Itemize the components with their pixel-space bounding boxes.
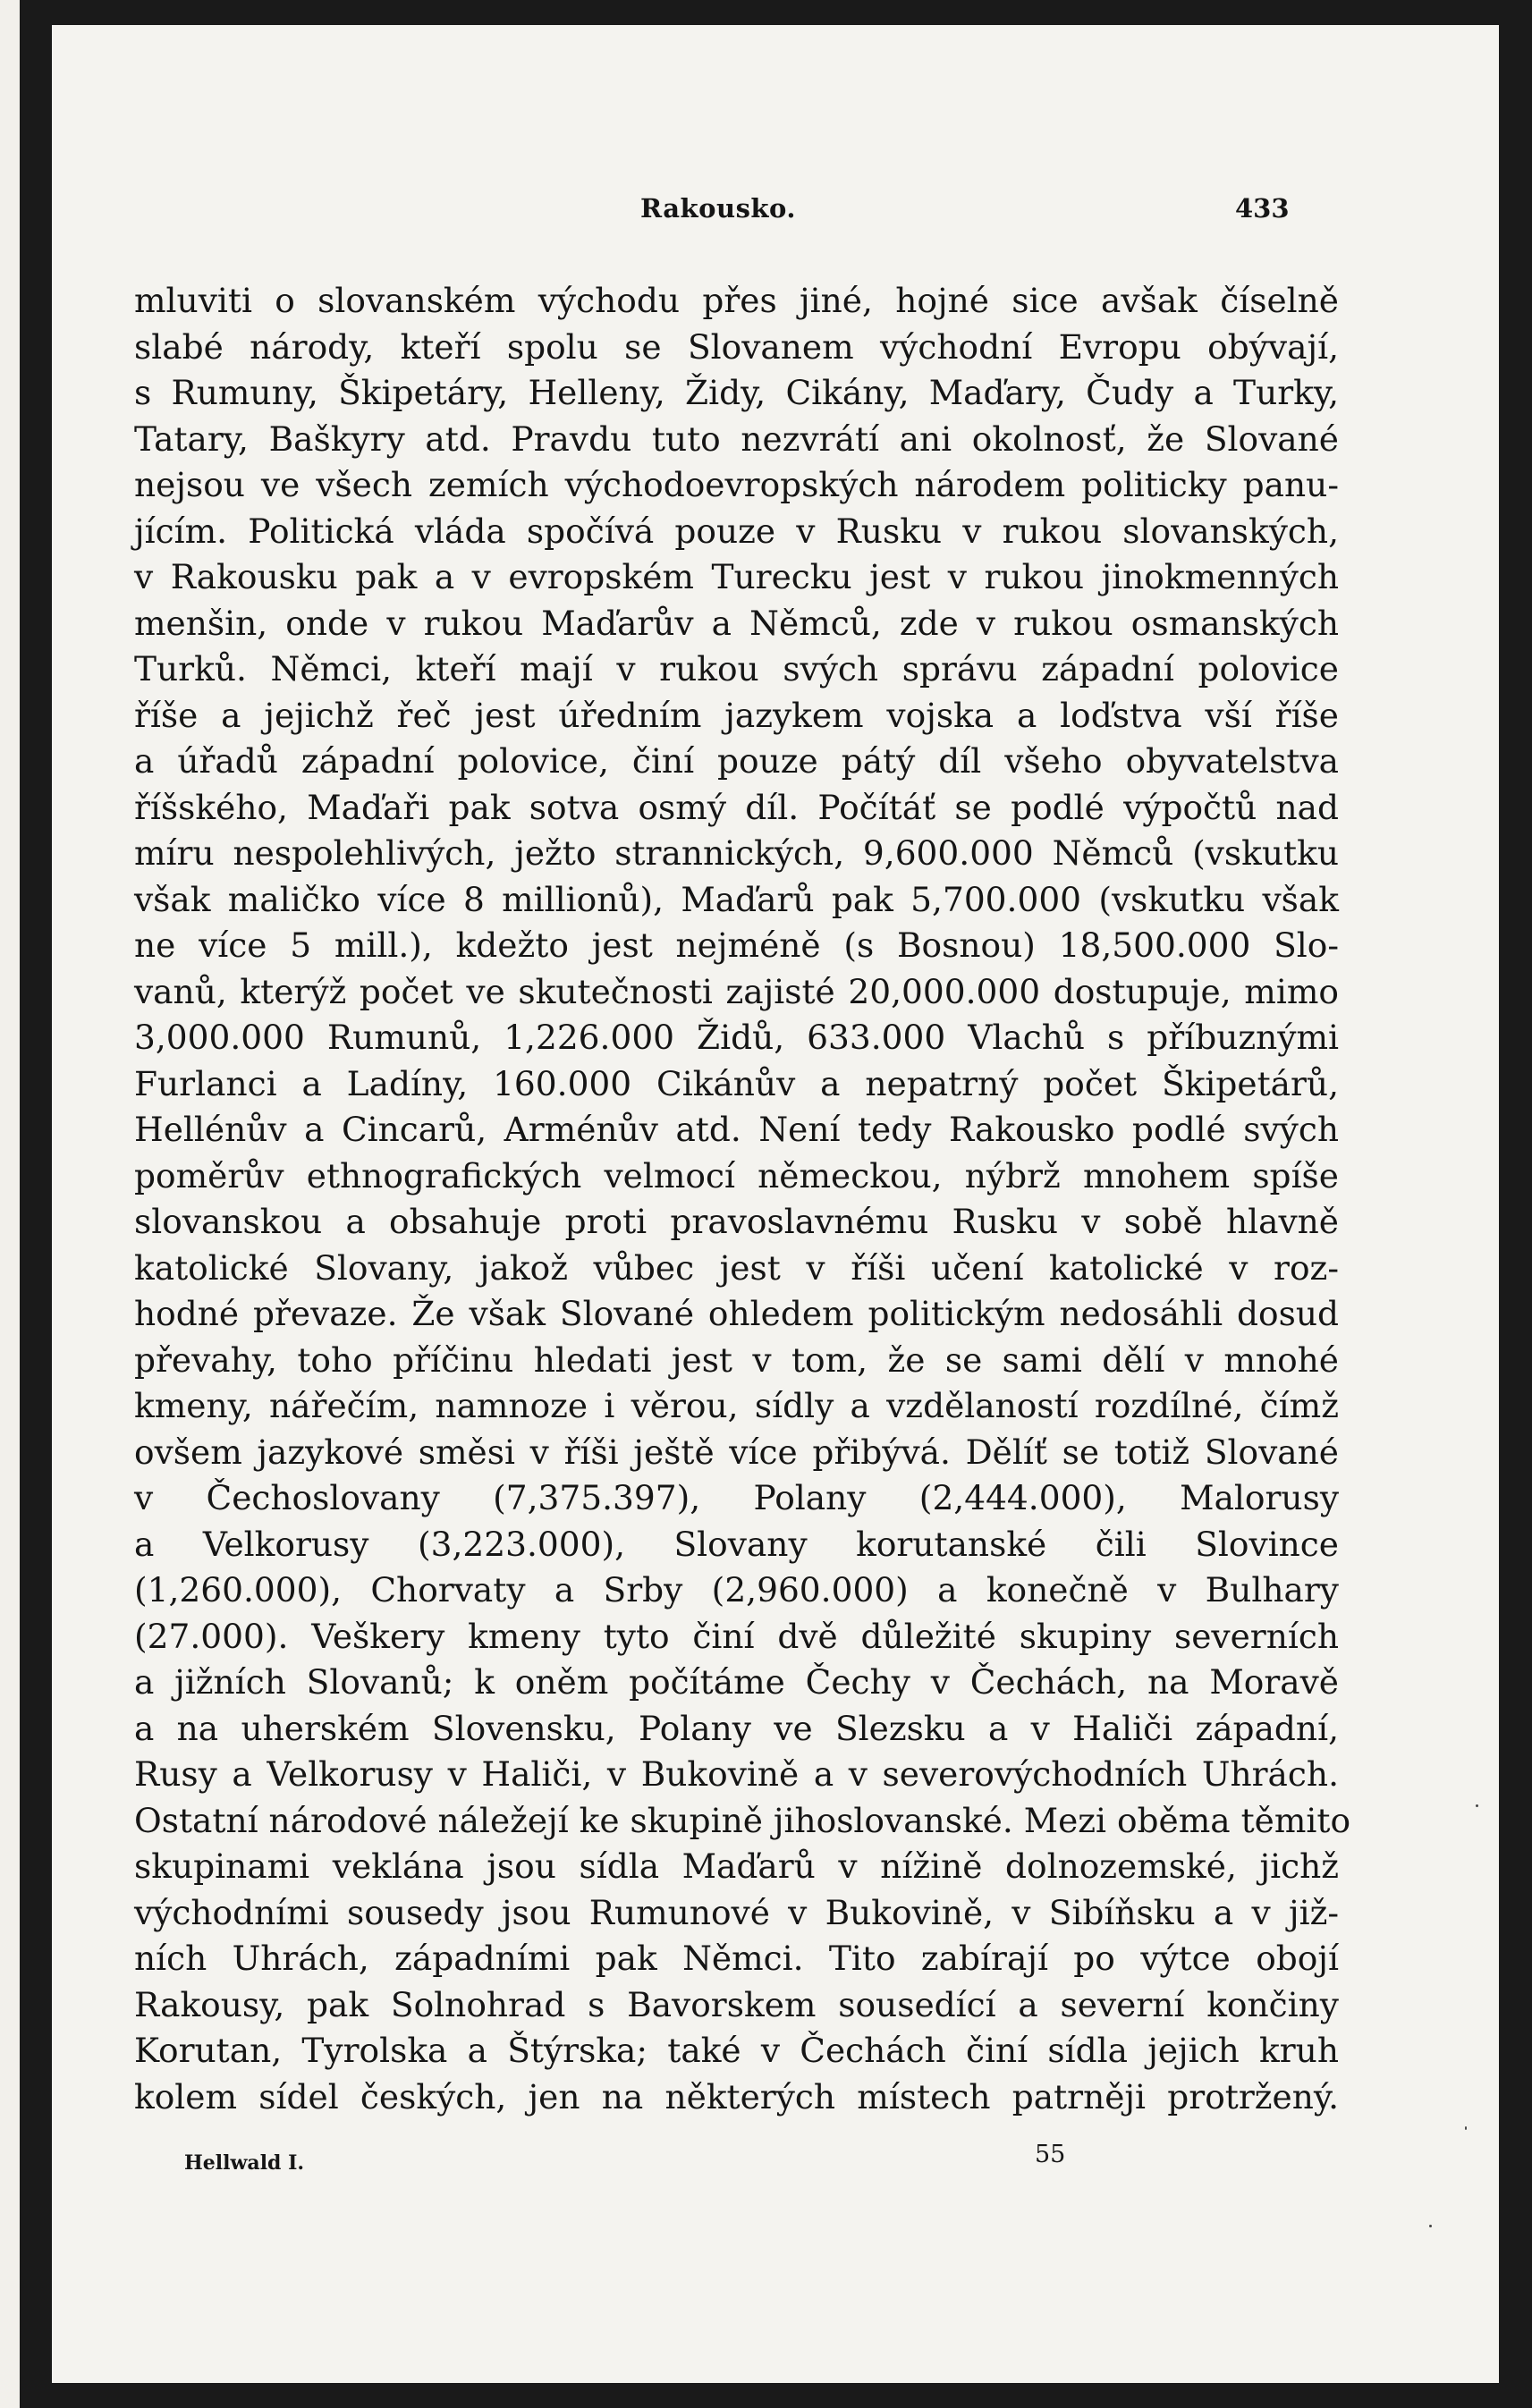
body-text	[134, 278, 1351, 2120]
text-line: a jižních Slovanů; k oněm počítáme Čechy v Čechách, na Moravě	[134, 1662, 1339, 1702]
text-line: v Rakousku pak a v evropském Turecku jest v rukou jinokmenných	[134, 557, 1339, 596]
running-head	[52, 177, 1499, 231]
text-line: ních Uhrách, západními pak Němci. Tito zabírají po výtce obojí	[134, 1939, 1339, 1978]
text-line: ovšem jazykové směsi v říši ještě více přibývá. Dělíť se totiž Slované	[134, 1432, 1339, 1472]
text-line: kolem sídel českých, jen na některých místech patrněji protržený.	[134, 2076, 1339, 2117]
text-line: Rakousy, pak Solnohrad s Bavorskem sousedící a severní končiny	[134, 1984, 1339, 2024]
text-line: východními sousedy jsou Rumunové v Bukovině, v Sibíňsku a v již-	[134, 1892, 1339, 1932]
text-line: Furlanci a Ladíny, 160.000 Cikánův a nepatrný počet Škipetárů,	[134, 1063, 1339, 1103]
text-line: jícím. Politická vláda spočívá pouze v Rusku v rukou slovanských,	[134, 511, 1339, 551]
text-line: převahy, toho příčinu hledati jest v tom, že se sami dělí v mnohé	[134, 1339, 1339, 1380]
text-line: (27.000). Veškery kmeny tyto činí dvě důležité skupiny severních	[134, 1616, 1339, 1656]
text-line: ne více 5 mill.), kdežto jest nejméně (s Bosnou) 18,500.000 Slo-	[134, 925, 1339, 965]
book-page	[52, 25, 1499, 2383]
page-number: 433	[1235, 193, 1290, 224]
paper-speck	[1429, 2225, 1432, 2227]
text-line: Rusy a Velkorusy v Haliči, v Bukovině a v severovýchodních Uhrách.	[134, 1754, 1339, 1794]
text-line: říšského, Maďaři pak sotva osmý díl. Počítáť se podlé výpočtů nad	[134, 787, 1339, 827]
text-line: hodné převaze. Že však Slované ohledem politickým nedosáhli dosud	[134, 1294, 1339, 1333]
paper-speck	[1476, 1804, 1478, 1807]
text-line: kmeny, nářečím, namnoze i věrou, sídly a vzdělaností rozdílné, čímž	[134, 1386, 1339, 1425]
adjacent-page-edge	[0, 0, 20, 2408]
text-line: s Rumuny, Škipetáry, Helleny, Židy, Cikány, Maďary, Čudy a Turky,	[134, 373, 1339, 412]
text-line: Korutan, Tyrolska a Štýrska; také v Čechách činí sídla jejich kruh	[134, 2031, 1339, 2070]
text-line: poměrův ethnografických velmocí německou, nýbrž mnohem spíše	[134, 1155, 1339, 1196]
text-line: vanů, kterýž počet ve skutečnosti zajisté 20,000.000 dostupuje, mimo	[134, 971, 1339, 1011]
text-line: říše a jejichž řeč jest úředním jazykem vojska a loďstva vší říše	[134, 695, 1339, 735]
text-line: Ostatní národové náležejí ke skupině jihoslovanské. Mezi oběma těmito	[134, 1800, 1351, 1840]
text-line: nejsou ve všech zemích východoevropských národem politicky panu-	[134, 465, 1339, 504]
text-line: a na uherském Slovensku, Polany ve Slezsku a v Haliči západní,	[134, 1708, 1339, 1748]
text-line: Turků. Němci, kteří mají v rukou svých správu západní polovice	[134, 649, 1339, 689]
text-line: slovanskou a obsahuje proti pravoslavnému Rusku v sobě hlavně	[134, 1202, 1339, 1241]
text-line: a Velkorusy (3,223.000), Slovany korutanské čili Slovince	[134, 1524, 1339, 1564]
text-line: 3,000.000 Rumunů, 1,226.000 Židů, 633.000 Vlachů s příbuznými	[134, 1018, 1339, 1057]
text-line: v Čechoslovany (7,375.397), Polany (2,444.000), Malorusy	[134, 1478, 1339, 1517]
sheet-number: 55	[1035, 2141, 1066, 2168]
text-line: skupinami veklána jsou sídla Maďarů v nížině dolnozemské, jichž	[134, 1846, 1339, 1886]
page-footer	[52, 2125, 1499, 2175]
paper-speck	[1465, 2126, 1467, 2130]
text-line: Tatary, Baškyry atd. Pravdu tuto nezvrátí ani okolnosť, že Slované	[134, 418, 1339, 459]
printer-signature: Hellwald I.	[184, 2151, 305, 2175]
text-line: a úřadů západní polovice, činí pouze pátý díl všeho obyvatelstva	[134, 741, 1339, 781]
text-line: však maličko více 8 millionů), Maďarů pak 5,700.000 (vskutku však	[134, 879, 1339, 919]
text-line: menšin, onde v rukou Maďarův a Němců, zde v rukou osmanských	[134, 603, 1339, 643]
text-line: (1,260.000), Chorvaty a Srby (2,960.000) a konečně v Bulhary	[134, 1570, 1339, 1610]
running-title: Rakousko.	[640, 193, 796, 224]
text-line: Hellénův a Cincarů, Arménův atd. Není tedy Rakousko podlé svých	[134, 1110, 1339, 1149]
text-line: mluviti o slovanském východu přes jiné, hojné sice avšak číselně	[134, 281, 1339, 320]
text-line: míru nespolehlivých, ježto strannických, 9,600.000 Němců (vskutku	[134, 833, 1339, 873]
text-line: katolické Slovany, jakož vůbec jest v říši učení katolické v roz-	[134, 1247, 1339, 1288]
text-line: slabé národy, kteří spolu se Slovanem východní Evropu obývají,	[134, 326, 1339, 367]
